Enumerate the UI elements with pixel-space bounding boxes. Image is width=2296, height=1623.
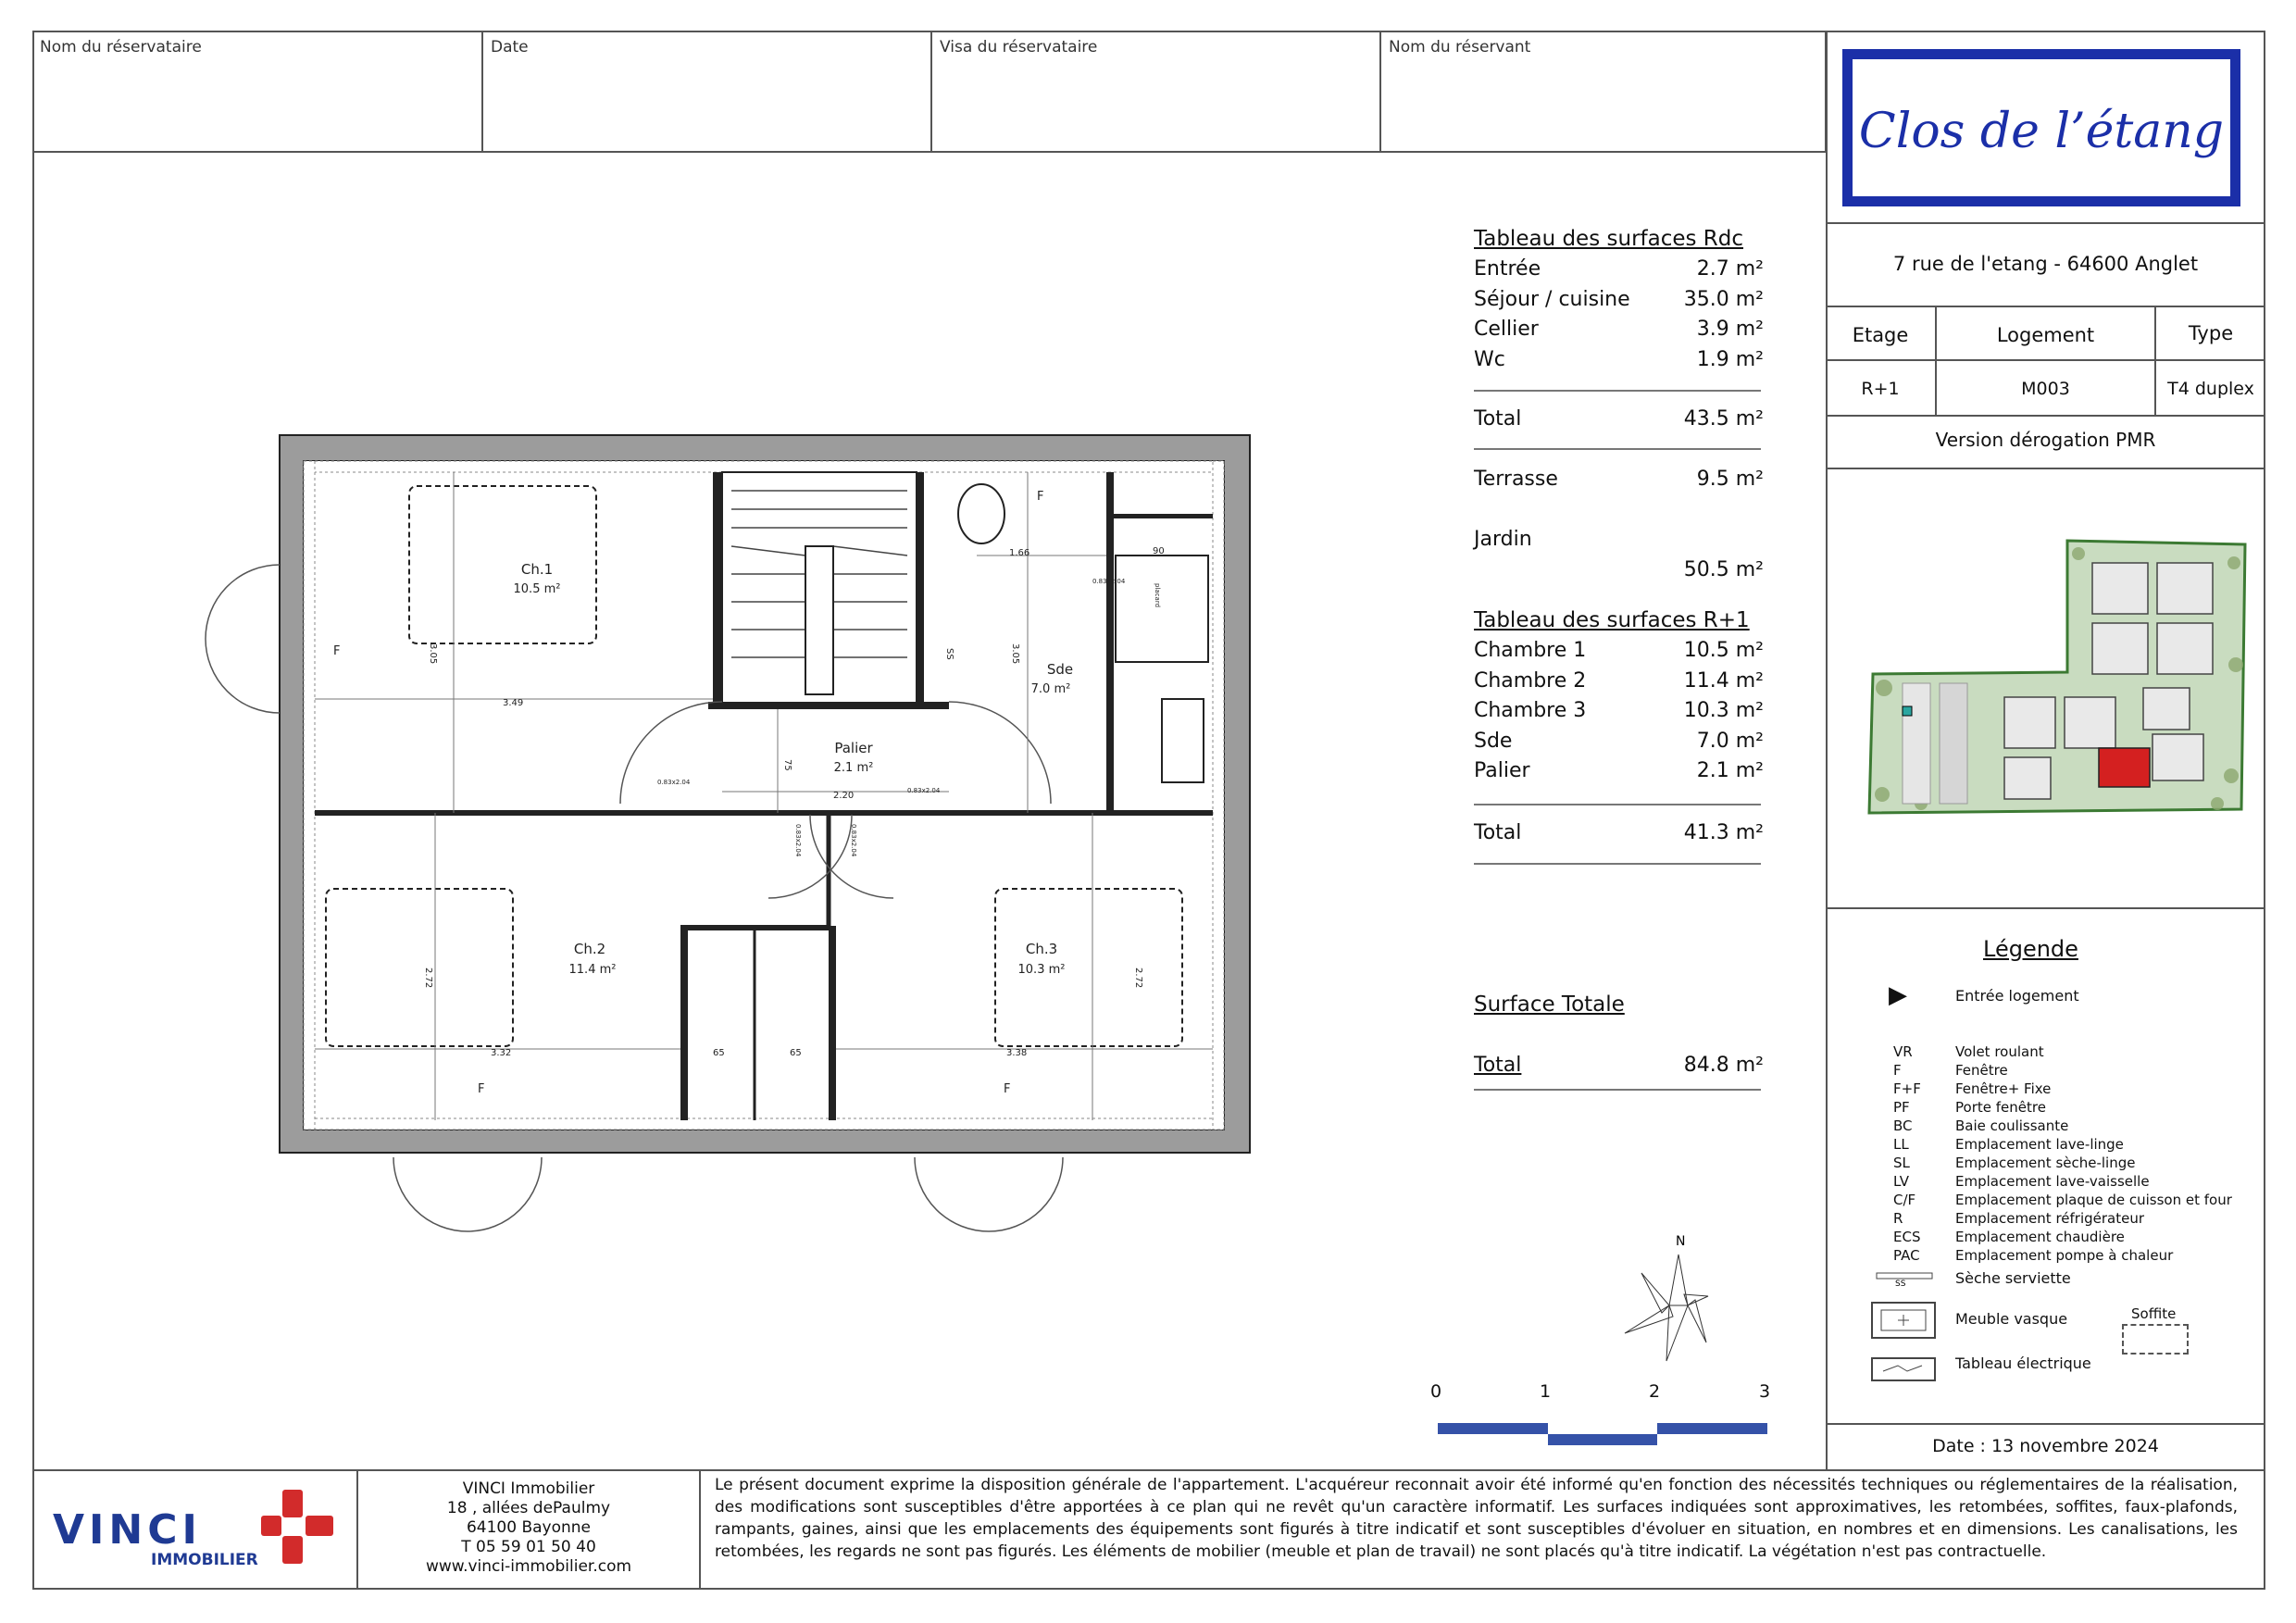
field-label: Date [491, 38, 529, 56]
svg-text:0.83x2.04: 0.83x2.04 [1092, 578, 1126, 585]
field-date[interactable] [483, 31, 932, 153]
svg-text:0.83x2.04: 0.83x2.04 [850, 824, 857, 857]
address: 7 rue de l'etang - 64600 Anglet [1892, 253, 2199, 275]
surface-totale-label: Total [1474, 1054, 1522, 1077]
surfaces_rdc-row-label: Cellier [1474, 318, 1539, 341]
lot-header-logement: Logement [1996, 324, 2095, 346]
plan-date: Date : 13 novembre 2024 [1932, 1436, 2159, 1456]
room-ch2-name: Ch.2 [573, 941, 606, 957]
divider [1826, 468, 2265, 469]
scale-segment [1548, 1434, 1657, 1445]
divider [1474, 448, 1761, 450]
legend-title: Légende [1983, 936, 2078, 962]
surfaces_r1-row-value: 7.0 m² [1696, 729, 1764, 753]
project-title: Clos de l’étang [1858, 104, 2225, 159]
room-palier-area: 2.1 m² [833, 761, 874, 775]
divider [699, 1469, 701, 1590]
r1-table-title: Tableau des surfaces R+1 [1474, 608, 1750, 632]
logo-sub: IMMOBILIER [151, 1551, 258, 1569]
surfaces_rdc-row-value: 1.9 m² [1696, 347, 1764, 371]
svg-text:3.32: 3.32 [491, 1048, 512, 1058]
room-ch1-name: Ch.1 [520, 561, 554, 578]
terrasse-value: 9.5 m² [1696, 468, 1764, 491]
company-phone: T 05 59 01 50 40 [461, 1538, 596, 1556]
legend-code: LL [1893, 1136, 1909, 1153]
legend-entry: Entrée logement [1955, 987, 2079, 1005]
scale-3: 3 [1759, 1381, 1771, 1402]
svg-text:3.38: 3.38 [1006, 1048, 1028, 1058]
divider [1474, 863, 1761, 865]
svg-text:F: F [478, 1082, 485, 1096]
field-label: Nom du réservant [1389, 38, 1531, 56]
field-label: Visa du réservataire [940, 38, 1098, 56]
legend-code: PF [1893, 1099, 1910, 1116]
legend-label: Emplacement chaudière [1955, 1229, 2125, 1245]
surfaces_r1-row-label: Sde [1474, 729, 1513, 753]
divider [1826, 1423, 2265, 1425]
room-ch2-area: 11.4 m² [568, 963, 617, 977]
legend-label: Emplacement sèche-linge [1955, 1155, 2136, 1171]
entry-arrow-icon: ▶ [1889, 981, 1907, 1009]
surfaces_r1-row-value: 10.3 m² [1683, 699, 1764, 722]
legend-code: R [1893, 1210, 1903, 1227]
svg-text:3.05: 3.05 [1010, 643, 1020, 665]
site-plan-thumbnail [1866, 535, 2254, 818]
surfaces_rdc-row-value: 35.0 m² [1683, 287, 1764, 311]
company-name: VINCI Immobilier [462, 1479, 595, 1498]
legend-code: C/F [1893, 1192, 1916, 1208]
divider [1826, 306, 2265, 307]
room-ch1-area: 10.5 m² [513, 582, 561, 596]
divider [1474, 804, 1761, 805]
surfaces_r1-row-label: Chambre 2 [1474, 668, 1587, 693]
logo-main: VINCI [53, 1506, 202, 1554]
legend-tableau: Tableau électrique [1955, 1355, 2091, 1372]
legend-code: VR [1893, 1043, 1913, 1060]
surfaces_rdc-row-label: Wc [1474, 347, 1505, 371]
legend-label: Emplacement lave-vaisselle [1955, 1173, 2150, 1190]
surfaces_r1-row-label: Palier [1474, 759, 1530, 782]
legend-code: F+F [1893, 1080, 1921, 1097]
vinci-logo [51, 1486, 347, 1579]
surfaces_rdc-row-label: Entrée [1474, 257, 1541, 281]
rdc-total-label: Total [1474, 407, 1522, 431]
surfaces_r1-row-value: 2.1 m² [1696, 759, 1764, 782]
room-ch3-name: Ch.3 [1025, 941, 1058, 957]
lot-etage: R+1 [1861, 379, 1900, 399]
divider [1826, 222, 2265, 224]
legend-code: SL [1893, 1155, 1910, 1171]
company-address [358, 1479, 699, 1577]
jardin-label: Jardin [1474, 528, 1532, 551]
room-sde-area: 7.0 m² [1030, 682, 1071, 696]
scale-segment [1438, 1423, 1548, 1434]
field-reservataire[interactable] [32, 31, 483, 153]
svg-text:65: 65 [713, 1048, 725, 1058]
surfaces_r1-row-label: Chambre 1 [1474, 639, 1587, 662]
legend-label: Porte fenêtre [1955, 1099, 2046, 1116]
floor-plan [167, 417, 1287, 1268]
svg-text:SS: SS [944, 648, 955, 660]
field-label: Nom du réservataire [40, 38, 202, 56]
footer-divider [32, 1469, 2265, 1471]
legend-code: ECS [1893, 1229, 1921, 1245]
svg-text:3.49: 3.49 [503, 698, 524, 708]
rdc-table-title: Tableau des surfaces Rdc [1474, 227, 1744, 251]
r1-total-label: Total [1474, 821, 1522, 844]
divider [1474, 1089, 1761, 1091]
tableau-electrique-icon [1870, 1356, 1937, 1384]
company-city: 64100 Bayonne [466, 1518, 592, 1537]
legend-label: Emplacement réfrigérateur [1955, 1210, 2145, 1227]
logo-cross-icon [259, 1488, 343, 1567]
scale-2: 2 [1649, 1381, 1661, 1402]
legend-label: Baie coulissante [1955, 1117, 2069, 1134]
jardin-value: 50.5 m² [1683, 558, 1764, 581]
svg-text:N: N [1676, 1234, 1686, 1249]
surfaces_r1-row-value: 11.4 m² [1683, 668, 1764, 693]
lot-type: T4 duplex [2167, 379, 2254, 399]
svg-text:2.72: 2.72 [1133, 968, 1143, 989]
scale-0: 0 [1430, 1381, 1442, 1402]
scale-1: 1 [1540, 1381, 1552, 1402]
company-website[interactable]: www.vinci-immobilier.com [425, 1557, 632, 1576]
svg-text:0.83x2.04: 0.83x2.04 [657, 779, 691, 786]
svg-text:SS: SS [1895, 1280, 1906, 1287]
svg-text:F: F [333, 644, 341, 658]
field-reservant[interactable] [1381, 31, 1827, 153]
room-ch3-area: 10.3 m² [1017, 963, 1066, 977]
divider [1826, 907, 2265, 909]
svg-text:3.05: 3.05 [428, 643, 438, 665]
legend-code: LV [1893, 1173, 1909, 1190]
project-title-box [1842, 49, 2240, 206]
legend-label: Fenêtre+ Fixe [1955, 1080, 2052, 1097]
legend-label: Emplacement lave-linge [1955, 1136, 2124, 1153]
legend-label: Emplacement pompe à chaleur [1955, 1247, 2174, 1264]
surfaces_r1-row-label: Chambre 3 [1474, 699, 1587, 722]
surfaces_rdc-row-value: 3.9 m² [1696, 318, 1764, 341]
surfaces_rdc-row-value: 2.7 m² [1696, 257, 1764, 281]
exterior-wall [280, 435, 1250, 1153]
north-arrow-icon [1616, 1231, 1717, 1370]
svg-text:1.66: 1.66 [1009, 548, 1030, 558]
legend-code: BC [1893, 1117, 1913, 1134]
svg-text:75: 75 [782, 759, 792, 771]
lot-logement: M003 [2021, 379, 2070, 399]
r1-total-value: 41.3 m² [1683, 821, 1764, 844]
divider [1474, 390, 1761, 392]
svg-text:2.72: 2.72 [423, 968, 433, 989]
legend-label: Fenêtre [1955, 1062, 2008, 1079]
legend-label: Emplacement plaque de cuisson et four [1955, 1192, 2232, 1208]
svg-text:F: F [1037, 490, 1044, 504]
svg-text:90: 90 [1153, 546, 1165, 556]
legend-label: Volet roulant [1955, 1043, 2044, 1060]
vasque-icon [1870, 1301, 1937, 1340]
legend-seche: Sèche serviette [1955, 1269, 2071, 1287]
room-sde-name: Sde [1046, 661, 1074, 678]
legend-soffite: Soffite [2131, 1305, 2177, 1322]
lot-note: Version dérogation PMR [1935, 429, 2156, 451]
surface-totale-value: 84.8 m² [1683, 1054, 1764, 1077]
scale-segment [1657, 1423, 1767, 1434]
terrasse-label: Terrasse [1474, 468, 1558, 491]
surfaces_r1-row-value: 10.5 m² [1683, 639, 1764, 662]
surfaces_rdc-row-label: Séjour / cuisine [1474, 287, 1630, 311]
lot-header-type: Type [2188, 322, 2234, 344]
legend-code: PAC [1893, 1247, 1920, 1264]
divider [1826, 359, 2265, 361]
lot-header-etage: Etage [1852, 324, 1909, 346]
field-visa[interactable] [932, 31, 1381, 153]
svg-text:0.83x2.04: 0.83x2.04 [907, 787, 941, 794]
seche-serviette-icon [1875, 1268, 1940, 1287]
svg-text:F: F [1004, 1082, 1011, 1096]
svg-text:2.20: 2.20 [833, 791, 855, 801]
svg-text:65: 65 [790, 1048, 802, 1058]
surface-totale-title: Surface Totale [1474, 993, 1625, 1017]
legend-vasque: Meuble vasque [1955, 1310, 2068, 1328]
svg-text:placard: placard [1154, 583, 1161, 608]
room-palier-name: Palier [834, 740, 873, 756]
svg-text:0.83x2.04: 0.83x2.04 [794, 824, 802, 857]
soffite-icon [2122, 1324, 2189, 1355]
divider [1826, 415, 2265, 417]
company-street: 18 , allées dePaulmy [446, 1499, 611, 1517]
legend-code: F [1893, 1062, 1902, 1079]
disclaimer: Le présent document exprime la disposition générale de l'appartement. L'acquéreur reconnait avoir été informé qu'en fonction des nécessités techniques ou réglementaires de la réalisation, des modifications sont susceptibles d'être apportées à ce plan qui ne revêt qu'un caractère informatif. Les surfaces indiquées sont approximatives, les retombées, soffites, faux-plafonds, rampants, gaines, ainsi que les emplacements des équipements sont figurés à titre indicatif et sont susceptibles d'évoluer en situation, en nombres et en dimensions. Les canalisations, les retombées, les regards ne sont pas figurés. Les éléments de mobilier (meuble et plan de travail) ne sont placés qu'à titre indicatif. La végétation n'est pas contractuelle. [715, 1476, 2238, 1561]
rdc-total-value: 43.5 m² [1683, 407, 1764, 431]
